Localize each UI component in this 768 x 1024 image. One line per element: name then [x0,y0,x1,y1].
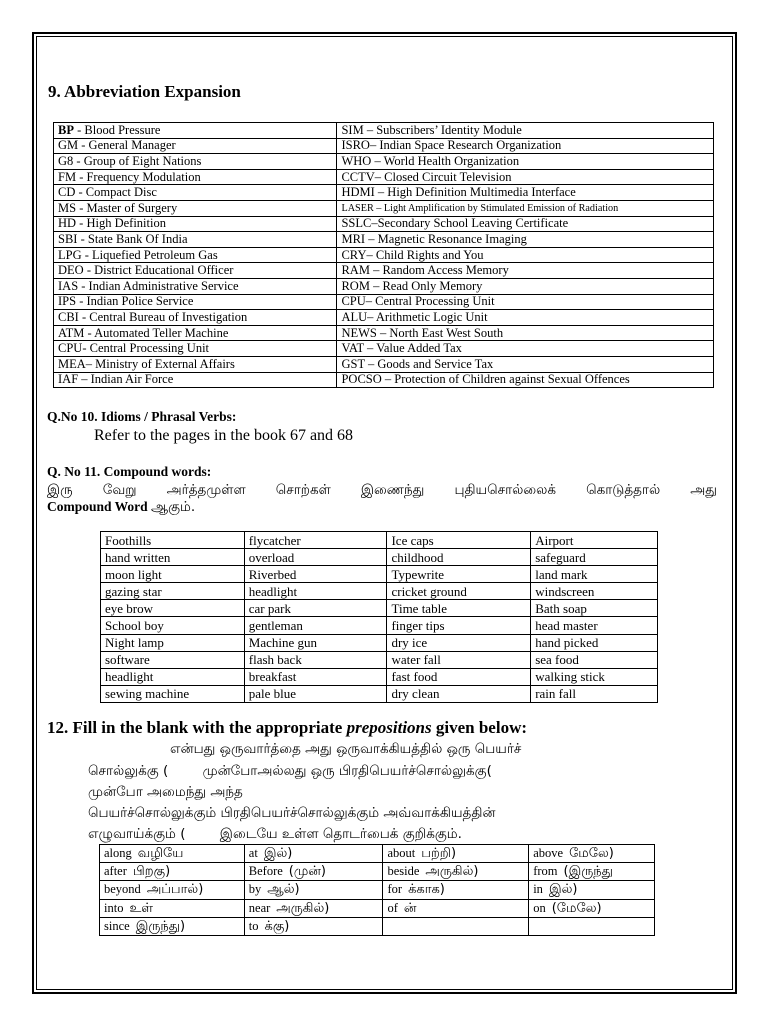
table-row [54,232,714,248]
preposition-tamil: க்காக) [408,882,445,898]
compound-word-cell: water fall [387,651,531,668]
preposition-english: after [104,864,127,879]
compound-word-cell: Foothills [101,532,245,549]
abbreviation-cell-right: NEWS – North East West South [337,325,714,341]
compound-word-cell: fast food [387,668,531,685]
preposition-cell [383,863,529,881]
preposition-cell [529,845,655,863]
preposition-tamil: பற்றி) [421,846,457,862]
preposition-english: about [387,846,416,861]
preposition-cell [100,899,245,917]
preposition-tamil: ஆல்) [267,882,300,898]
preposition-cell [244,881,383,899]
section-12-para-line-2: சொல்லுக்கு ( முன்போஅல்லது ஒரு பிரதிபெயர்ச்சொல்லுக்கு( [88,763,492,779]
preposition-tamil: இல்) [548,882,578,898]
preposition-tamil: ன் [403,900,417,916]
compound-word-cell: School boy [101,617,245,634]
compound-word-cell: safeguard [531,549,658,566]
abbreviation-cell-right: LASER – Light Amplification by Stimulated Emission of Radiation [337,200,714,216]
compound-words-table [100,531,658,703]
preposition-cell [529,881,655,899]
preposition-tamil: பிறகு) [132,864,171,880]
table-row [54,247,714,263]
section-12-title-a: 12. Fill in the blank with the appropriate [47,718,347,737]
table-row [101,566,658,583]
abbreviation-cell-right: SIM – Subscribers’ Identity Module [337,123,714,139]
table-row [100,917,655,935]
preposition-english: for [387,882,403,897]
preposition-cell [100,881,245,899]
table-row [54,325,714,341]
preposition-cell [529,863,655,881]
compound-word-cell: Airport [531,532,658,549]
compound-word-cell: Night lamp [101,634,245,651]
preposition-cell [244,863,383,881]
preposition-english: Before [248,864,283,879]
preposition-tamil: க்கு) [264,918,290,934]
compound-word-cell: gentleman [244,617,387,634]
table-row [101,651,658,668]
table-row [101,549,658,566]
table-row [101,685,658,702]
table-row [54,154,714,170]
compound-word-cell: Time table [387,600,531,617]
preposition-tamil: அருகில்) [425,864,479,880]
preposition-cell [383,845,529,863]
preposition-tamil: இருந்து) [135,918,186,934]
compound-word-cell: Ice caps [387,532,531,549]
section-12-para-line-1: என்பது ஒருவார்த்தை அது ஒருவாக்கியத்தில் ஒரு பெயர்ச் [170,741,522,757]
abbreviation-cell-right: POCSO – Protection of Children against Sexual Offences [337,372,714,388]
compound-word-cell: Machine gun [244,634,387,651]
compound-word-cell: breakfast [244,668,387,685]
preposition-cell [100,863,245,881]
abbreviation-table [53,122,714,388]
preposition-cell [529,899,655,917]
abbreviation-cell-left: LPG - Liquefied Petroleum Gas [54,247,337,263]
section-12-para-line-4: பெயர்ச்சொல்லுக்கும் பிரதிபெயர்ச்சொல்லுக்கும் அவ்வாக்கியத்தின் [88,805,496,821]
table-row [101,583,658,600]
compound-word-cell: childhood [387,549,531,566]
preposition-cell [383,917,529,935]
preposition-tamil: (முன்) [288,864,326,880]
preposition-cell [529,917,655,935]
compound-word-cell: sea food [531,651,658,668]
abbreviation-cell-left: ATM - Automated Teller Machine [54,325,337,341]
compound-word-cell: cricket ground [387,583,531,600]
table-row [100,863,655,881]
compound-word-cell: Bath soap [531,600,658,617]
abbreviation-cell-right: RAM – Random Access Memory [337,263,714,279]
abbreviation-cell-right: SSLC–Secondary School Leaving Certificate [337,216,714,232]
abbreviation-bp-rest: - Blood Pressure [73,122,161,137]
preposition-cell [383,881,529,899]
preposition-cell [244,917,383,935]
table-row [54,185,714,201]
preposition-english: along [104,846,132,861]
abbreviation-cell-left: CD - Compact Disc [54,185,337,201]
table-row [54,216,714,232]
table-row [101,600,658,617]
table-row [100,881,655,899]
compound-word-cell: land mark [531,566,658,583]
table-row [101,532,658,549]
abbreviation-cell-left: DEO - District Educational Officer [54,263,337,279]
preposition-english: at [248,846,258,861]
section-12-para-line-3: முன்போ அமைந்து அந்த [88,784,243,800]
abbreviation-cell-right: CPU– Central Processing Unit [337,294,714,310]
preposition-tamil: மேலே) [569,846,614,862]
abbreviation-cell-right: MRI – Magnetic Resonance Imaging [337,232,714,248]
preposition-english: by [248,882,262,897]
preposition-english: on [533,900,546,915]
compound-word-cell: sewing machine [101,685,245,702]
table-row [54,310,714,326]
preposition-english: beside [387,864,420,879]
table-row [100,899,655,917]
compound-word-cell: walking stick [531,668,658,685]
abbreviation-cell-left: SBI - State Bank Of India [54,232,337,248]
preposition-tamil: வழியே [137,846,184,862]
preposition-english: since [104,918,130,933]
abbreviation-cell-right: HDMI – High Definition Multimedia Interface [337,185,714,201]
compound-word-cell: head master [531,617,658,634]
compound-word-term: Compound Word [47,499,148,514]
compound-word-cell: hand picked [531,634,658,651]
preposition-english: above [533,846,564,861]
section-12-title [47,718,527,738]
compound-word-cell: flycatcher [244,532,387,549]
abbreviation-cell-right: ALU– Arithmetic Logic Unit [337,310,714,326]
compound-word-cell: finger tips [387,617,531,634]
abbreviation-bp-term: BP [58,122,74,137]
preposition-cell [100,917,245,935]
preposition-english: in [533,882,543,897]
compound-word-cell: moon light [101,566,245,583]
compound-word-cell: headlight [244,583,387,600]
compound-word-cell: hand written [101,549,245,566]
abbreviation-cell-left: IPS - Indian Police Service [54,294,337,310]
abbreviation-cell-right: WHO – World Health Organization [337,154,714,170]
abbreviation-cell-left: FM - Frequency Modulation [54,169,337,185]
abbreviation-cell-left: CPU- Central Processing Unit [54,341,337,357]
compound-word-suffix: ஆகும். [151,499,196,515]
abbreviation-cell-left: MEA– Ministry of External Affairs [54,356,337,372]
compound-word-cell: dry clean [387,685,531,702]
section-11-intro-tamil: இரு வேறு அர்த்தமுள்ள சொற்கள் இணைந்து புதியசொல்லைக் கொடுத்தால் அது [47,482,717,498]
section-12-title-em: prepositions [346,718,432,737]
abbreviation-cell-right: VAT – Value Added Tax [337,341,714,357]
compound-word-cell: windscreen [531,583,658,600]
abbreviation-cell-left: GM - General Manager [54,138,337,154]
table-row [54,263,714,279]
section-11-intro-line2 [47,499,195,517]
abbreviation-cell-right: ROM – Read Only Memory [337,278,714,294]
prepositions-table [99,844,655,936]
preposition-cell [244,845,383,863]
section-12-para-line-5: எழுவாய்க்கும் ( இடையே உள்ள தொடர்பைக் குறிக்கும். [88,826,462,842]
table-row [54,278,714,294]
abbreviation-cell-right: ISRO– Indian Space Research Organization [337,138,714,154]
compound-word-cell: overload [244,549,387,566]
table-row [101,634,658,651]
preposition-cell [383,899,529,917]
table-row [54,200,714,216]
preposition-english: beyond [104,882,141,897]
table-row [54,372,714,388]
abbreviation-cell-left: IAS - Indian Administrative Service [54,278,337,294]
section-9-title: 9. Abbreviation Expansion [48,82,241,101]
preposition-tamil: (மேலே) [551,900,602,916]
table-row [54,341,714,357]
compound-word-cell: gazing star [101,583,245,600]
table-row [101,668,658,685]
preposition-tamil: உள் [129,900,153,916]
compound-word-cell: software [101,651,245,668]
abbreviation-cell-right: CRY– Child Rights and You [337,247,714,263]
section-10-text: Refer to the pages in the book 67 and 68 [94,427,354,444]
compound-word-cell: flash back [244,651,387,668]
preposition-tamil: (இருந்து [563,864,613,880]
abbreviation-cell-left: HD - High Definition [54,216,337,232]
compound-word-cell: Typewrite [387,566,531,583]
preposition-english: from [533,864,558,879]
preposition-tamil: அருகில்) [276,900,330,916]
compound-word-cell: pale blue [244,685,387,702]
abbreviation-cell-left: G8 - Group of Eight Nations [54,154,337,170]
abbreviation-cell-right: CCTV– Closed Circuit Television [337,169,714,185]
table-row [101,617,658,634]
compound-word-cell: headlight [101,668,245,685]
preposition-english: to [248,918,259,933]
section-10-title: Q.No 10. Idioms / Phrasal Verbs: [47,409,237,424]
table-row [54,294,714,310]
preposition-cell [100,845,245,863]
table-row [54,138,714,154]
abbreviation-cell-left: IAF – Indian Air Force [54,372,337,388]
compound-word-cell: eye brow [101,600,245,617]
preposition-cell [244,899,383,917]
preposition-tamil: இல்) [263,846,293,862]
preposition-english: near [248,900,271,915]
compound-word-cell: rain fall [531,685,658,702]
table-row [54,123,714,139]
table-row [54,356,714,372]
preposition-tamil: அப்பால்) [146,882,204,898]
preposition-english: into [104,900,124,915]
compound-word-cell: Riverbed [244,566,387,583]
section-11-title: Q. No 11. Compound words: [47,464,212,479]
section-12-title-b: given below: [431,718,528,737]
table-row [100,845,655,863]
table-row [54,169,714,185]
abbreviation-cell-left: MS - Master of Surgery [54,200,337,216]
compound-word-cell: car park [244,600,387,617]
abbreviation-cell-left [54,123,337,139]
compound-word-cell: dry ice [387,634,531,651]
preposition-english: of [387,900,398,915]
abbreviation-cell-left: CBI - Central Bureau of Investigation [54,310,337,326]
abbreviation-cell-right: GST – Goods and Service Tax [337,356,714,372]
